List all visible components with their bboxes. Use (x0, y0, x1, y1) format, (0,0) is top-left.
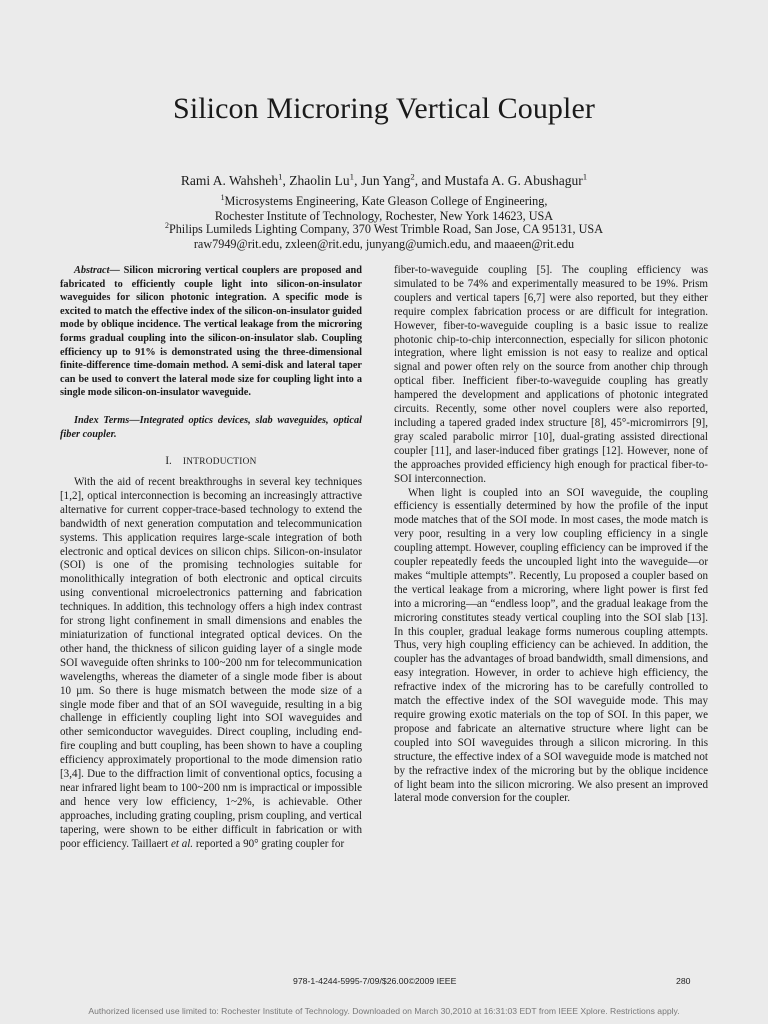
abstract-dash: — (109, 265, 124, 276)
index-terms (60, 414, 362, 441)
affiliation-text: Microsystems Engineering, Kate Gleason College of Engineering, (224, 194, 548, 208)
abstract (60, 264, 362, 400)
right-column (394, 264, 708, 806)
author-affiliation-mark: 1 (582, 171, 588, 182)
author-name: Jun Yang (360, 173, 411, 188)
index-terms-label: Index Terms (74, 414, 130, 426)
author-name: Rami A. Wahsheh (180, 173, 279, 188)
section-number: I. (165, 455, 172, 468)
author-affiliation-mark: 2 (410, 171, 415, 182)
section-heading (60, 455, 362, 470)
author-affiliation-mark: 1 (278, 171, 283, 182)
affiliation-1-line-1 (0, 194, 768, 209)
page-number: 280 (676, 976, 691, 986)
author-name: Mustafa A. G. Abushagur (444, 173, 583, 188)
paragraph-italic: et al. (170, 837, 194, 850)
paper-title: Silicon Microring Vertical Coupler (173, 92, 595, 125)
author-list: Rami A. Wahsheh$^1$, Zhaolin Lu$^1$, Jun Yang$^2$, and Mustafa A. G. Abushagur$^1$ (180, 171, 588, 188)
author-name: Zhaolin Lu (289, 173, 350, 188)
abstract-label: Abstract (74, 265, 110, 276)
author-affiliation-mark: 1 (349, 171, 355, 182)
isbn-footer: 978-1-4244-5995-7/09/$26.00©2009 IEEE (293, 976, 457, 986)
paragraph-text-end: reported a 90° grating coupler for (195, 837, 345, 850)
affiliation-2 (0, 222, 768, 237)
affiliation-text: Philips Lumileds Lighting Company, 370 West Trimble Road, San Jose, CA 95131, USA (168, 222, 604, 236)
affiliation-mark: 1 (220, 192, 225, 202)
author-emails: raw7949@rit.edu, zxleen@rit.edu, junyang@umich.edu, and maaeen@rit.edu (193, 237, 575, 251)
body-paragraph-continued: fiber-to-waveguide coupling [5]. The coupling efficiency was simulated to be 74% and experimentally measured to be 19%. Prism couplers and vertical tapers [6,7] were also reported, but they either require complex fabrication process or are difficult for integration. However, fiber-to-waveguide coupling is a basic issue to realize photonic chip-to-chip interconnection, especially for silicon photonic integration, where light emission is not easy to realize and optical signal and power often rely on the source from another chip through optical fiber. Inefficient fiber-to-waveguide coupling has greatly hampered the development and applications of photonic integrated circuits. Recently, some other novel couplers were also reported, including a tapered graded index structure [8], 45°-micromirrors [9], gray scaled parabolic mirror [10], dual-grating assisted directional coupler [11], and laser-induced fiber gratings [12]. However, none of the approaches provided efficiency high enough for practical fiber-to-SOI interconnection. (394, 264, 708, 485)
body-paragraph: When light is coupled into an SOI waveguide, the coupling efficiency is essentially determined by how the profile of the input mode matches that of the SOI mode. In most cases, the mode match is very poor, resulting in a very low coupling efficiency in a single coupling attempt. However, coupling efficiency can be improved if the coupler repeatedly feeds the uncoupled light into the waveguide—or makes “multiple attempts”. Recently, Lu proposed a coupler based on the vertical leakage from a microring, where light power is first fed into a microring—an “endless loop”, and the gradual leakage from the microring constitutes steady vertical coupling into the SOI slab [13]. In this coupler, gradual leakage forms numerous coupling attempts. Thus, very high coupling efficiency can be achieved. In addition, the coupler has the advantages of broad bandwidth, small dimensions, and easy integration. However, in order to achieve high efficiency, the refractive index of the microring has to be carefully controlled to match the effective index of the SOI waveguide mode. This may require growing exotic materials on the top of SOI. In this paper, we propose and fabricate an alternative structure where light can be coupled into SOI waveguides through a silicon microring. In this structure, the effective index of a SOI waveguide mode is matched not by the refractive index of the microring but by the oblique incidence of light beam into the silicon microring. We also present an improved lateral mode conversion for the coupler. (394, 486, 708, 805)
abstract-text: Silicon microring vertical couplers are proposed and fabricated to efficiently couple light into silicon-on-insulator waveguides for silicon photonic integration. A specific mode is excited to match the effective index of the silicon-on-insulator guided mode by oblique incidence. The vertical leakage from the microring forms gradual coupling into the silicon-on-insulator slab. Coupling efficiency up to 91% is demonstrated using the three-dimensional finite-difference time-domain method. A semi-disk and lateral taper can be used to convert the lateral mode size for coupling light into a single mode silicon-on-insulator waveguide. (60, 265, 363, 399)
left-column (60, 264, 362, 852)
affiliation-mark: 2 (164, 220, 169, 230)
section-title: INTRODUCTION (182, 457, 257, 468)
license-notice: Authorized licensed use limited to: Rochester Institute of Technology. Downloaded on March 30,2010 at 16:31:03 EDT from IEEE Xplore. Restrictions apply. (88, 1006, 680, 1016)
introduction-paragraph (60, 476, 362, 851)
paragraph-text: With the aid of recent breakthroughs in several key techniques [1,2], optical interconnection is becoming an increasingly attractive alternative for current copper-trace-based technology to extend the bandwidth of next generation computation and telecommunication systems. This application requires large-scale integration of both electronic and optical devices on silicon chips. Silicon-on-insulator (SOI) is one of the promising technologies suitable for monolithically integration of both electronic and optical circuits using conventional microelectronics patterning and fabrication techniques. In addition, this technology offers a high index contrast for strong light confinement in small dimensions and enables the miniaturization of functional integrated optical devices. On the other hand, the thickness of silicon guiding layer of a single mode SOI waveguide often shrinks to 100~200 nm for telecommunication wavelengths, whereas the diameter of a single mode fiber is about 10 µm. So there is huge mismatch between the mode size of a single mode fiber and that of an SOI waveguide, resulting in a big challenge in efficiently coupling light into SOI waveguides and other semiconductor waveguides. Direct coupling, including end-fire coupling and butt coupling, has been shown to have a coupling efficiency approximately proportional to the mode dimension ratio [3,4]. Due to the diffraction limit of conventional optics, focusing a near infrared light beam to 100~200 nm is impractical or impossible and hence very low efficiency, 1~2%, is achievable. Other approaches, including grating coupling, prism coupling, and vertical tapering, were shown to be either difficult in fabrication or with poor efficiency. Taillaert (60, 476, 362, 850)
index-terms-text: —Integrated optics devices, slab waveguides, optical fiber coupler. (60, 414, 362, 440)
affiliation-1-line-2: Rochester Institute of Technology, Rochester, New York 14623, USA (214, 209, 554, 223)
